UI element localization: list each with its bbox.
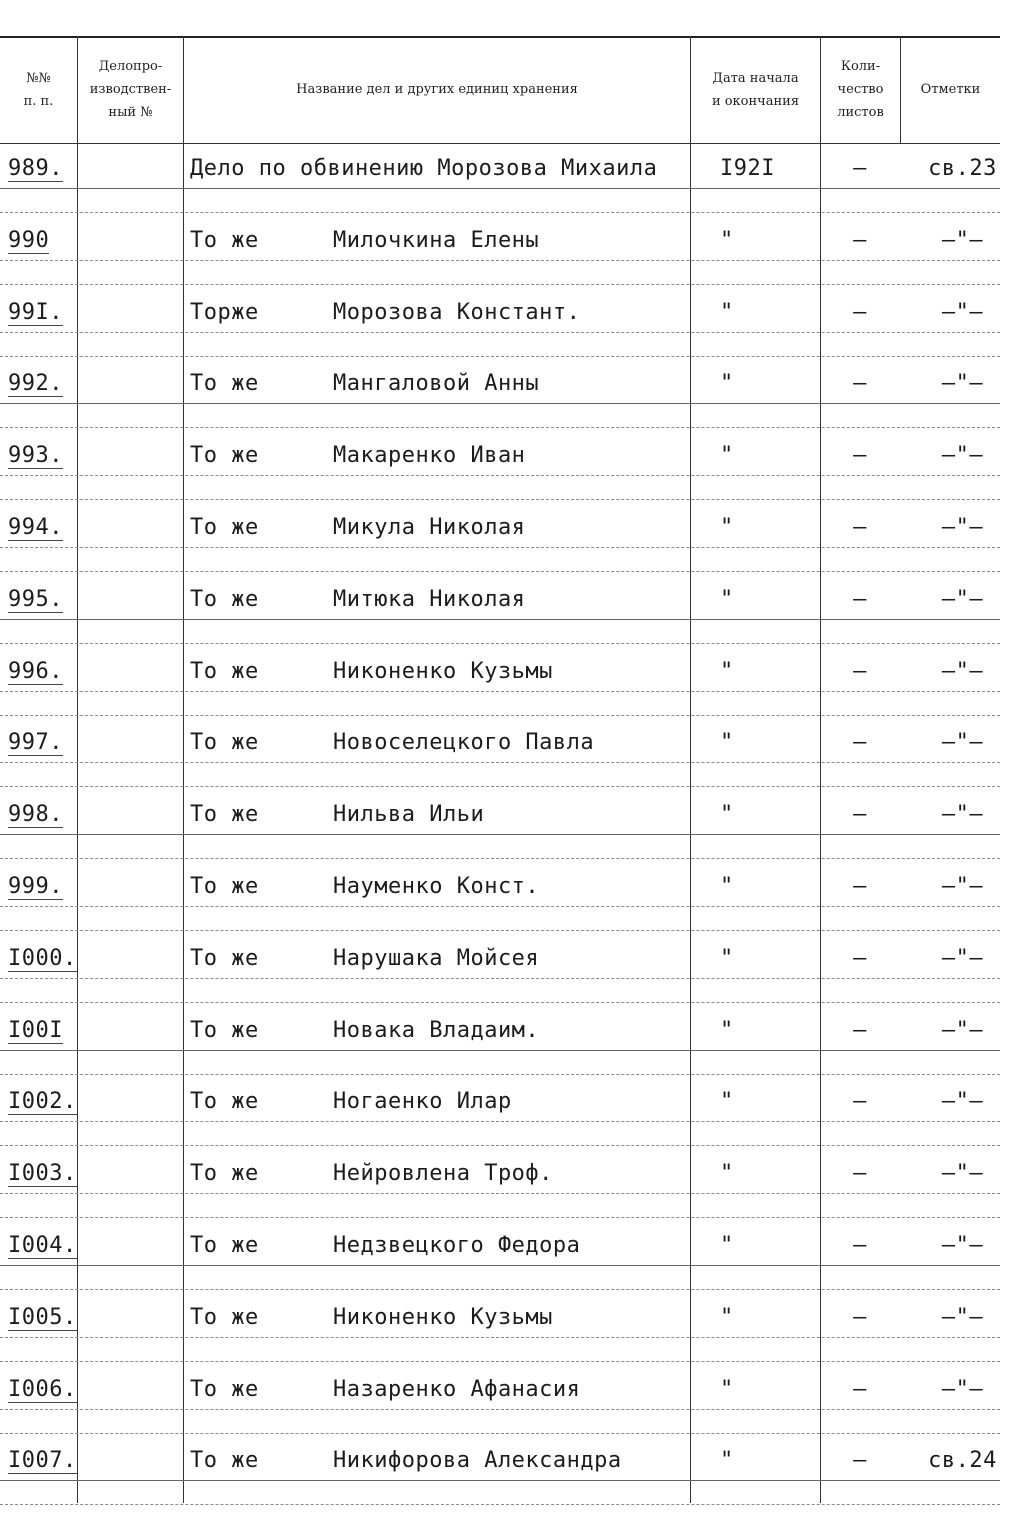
row-rule xyxy=(0,1504,1000,1505)
row-date: " xyxy=(720,1377,734,1402)
table-row xyxy=(0,365,1024,437)
row-note: –"– xyxy=(941,730,984,755)
row-rule xyxy=(0,1433,1000,1434)
row-rule xyxy=(0,284,1000,285)
table-row xyxy=(0,294,1024,366)
header-bottom-rule xyxy=(0,143,1000,144)
row-title: То же xyxy=(190,1233,259,1258)
row-rule xyxy=(0,356,1000,357)
row-person-name: Никоненко Кузьмы xyxy=(333,659,553,684)
row-note: –"– xyxy=(941,1089,984,1114)
row-date: " xyxy=(720,228,734,253)
row-note: –"– xyxy=(941,874,984,899)
row-person-name: Никоненко Кузьмы xyxy=(333,1305,553,1330)
row-date: " xyxy=(720,730,734,755)
row-person-name: Милочкина Елены xyxy=(333,228,540,253)
row-number: I006. xyxy=(8,1377,77,1402)
row-rule xyxy=(0,571,1000,572)
row-rule xyxy=(0,1002,1000,1003)
row-rule xyxy=(0,260,1000,261)
header-notes: Отметки xyxy=(920,82,981,97)
row-rule xyxy=(0,212,1000,213)
row-number: 992. xyxy=(8,371,63,396)
row-rule xyxy=(0,978,1000,979)
table-row xyxy=(0,1371,1024,1443)
row-date: " xyxy=(720,874,734,899)
row-title: То же xyxy=(190,1018,259,1043)
row-sheets: – xyxy=(853,659,867,684)
row-rule xyxy=(0,1217,1000,1218)
row-date: " xyxy=(720,1305,734,1330)
row-number: 994. xyxy=(8,515,63,540)
table-row xyxy=(0,1299,1024,1371)
row-rule xyxy=(0,930,1000,931)
row-person-name: Нильва Ильи xyxy=(333,802,485,827)
row-date: " xyxy=(720,1089,734,1114)
row-rule xyxy=(0,1121,1000,1122)
table-row xyxy=(0,796,1024,868)
row-number: I002. xyxy=(8,1089,77,1114)
row-number: I004. xyxy=(8,1233,77,1258)
row-date: " xyxy=(720,802,734,827)
row-title: То же xyxy=(190,228,259,253)
row-number: I000. xyxy=(8,946,77,971)
row-number: I00I xyxy=(8,1018,63,1043)
row-note: –"– xyxy=(941,1233,984,1258)
row-sheets: – xyxy=(853,300,867,325)
row-person-name: Ногаенко Илар xyxy=(333,1089,512,1114)
table-row xyxy=(0,724,1024,796)
row-date: " xyxy=(720,1448,734,1473)
row-note: –"– xyxy=(941,946,984,971)
row-number: 993. xyxy=(8,443,63,468)
row-rule xyxy=(0,1074,1000,1075)
row-note: –"– xyxy=(941,371,984,396)
row-note: –"– xyxy=(941,1377,984,1402)
row-note: –"– xyxy=(941,1161,984,1186)
header-sheets: Коли- чество листов xyxy=(837,59,884,120)
row-person-name: Мангаловой Анны xyxy=(333,371,540,396)
row-date: " xyxy=(720,1233,734,1258)
row-number: 990 xyxy=(8,228,50,253)
row-note: –"– xyxy=(941,802,984,827)
row-sheets: – xyxy=(853,443,867,468)
row-number: I005. xyxy=(8,1305,77,1330)
row-person-name: Нейровлена Троф. xyxy=(333,1161,553,1186)
row-person-name: Новака Владаим. xyxy=(333,1018,540,1043)
table-row xyxy=(0,509,1024,581)
row-date: " xyxy=(720,443,734,468)
row-rule xyxy=(0,427,1000,428)
row-sheets: – xyxy=(853,515,867,540)
row-title: То же xyxy=(190,587,259,612)
row-date: " xyxy=(720,1161,734,1186)
row-sheets: – xyxy=(853,156,867,181)
row-rule xyxy=(0,1480,1000,1481)
row-date: " xyxy=(720,587,734,612)
row-note: св.24 xyxy=(928,1448,997,1473)
row-number: I007. xyxy=(8,1448,77,1473)
row-rule xyxy=(0,188,1000,189)
row-sheets: – xyxy=(853,1089,867,1114)
row-rule xyxy=(0,1193,1000,1194)
header-dates: Дата начала и окончания xyxy=(711,70,800,109)
row-sheets: – xyxy=(853,730,867,755)
row-sheets: – xyxy=(853,802,867,827)
row-note: –"– xyxy=(941,1018,984,1043)
row-note: –"– xyxy=(941,1305,984,1330)
row-note: –"– xyxy=(941,515,984,540)
row-rule xyxy=(0,1050,1000,1051)
row-title: То же xyxy=(190,1377,259,1402)
table-row xyxy=(0,1442,1024,1514)
row-sheets: – xyxy=(853,946,867,971)
row-title: То же xyxy=(190,1305,259,1330)
row-date: " xyxy=(720,371,734,396)
row-rule xyxy=(0,403,1000,404)
row-person-name: Недзвецкого Федора xyxy=(333,1233,581,1258)
row-person-name: Новоселецкого Павла xyxy=(333,730,595,755)
row-sheets: – xyxy=(853,587,867,612)
row-person-name: Науменко Конст. xyxy=(333,874,540,899)
row-number: 996. xyxy=(8,659,63,684)
row-sheets: – xyxy=(853,1377,867,1402)
row-person-name: Макаренко Иван xyxy=(333,443,526,468)
table-row xyxy=(0,222,1024,294)
row-rule xyxy=(0,332,1000,333)
row-person-name: Нарушака Мойсея xyxy=(333,946,540,971)
row-sheets: – xyxy=(853,371,867,396)
table-row xyxy=(0,581,1024,653)
row-rule xyxy=(0,475,1000,476)
row-person-name: Никифорова Александра xyxy=(333,1448,622,1473)
row-title: То же xyxy=(190,659,259,684)
row-title: То же xyxy=(190,946,259,971)
header-office-number: Делопро- изводствен- ный № xyxy=(89,59,172,120)
row-note: –"– xyxy=(941,228,984,253)
row-rule xyxy=(0,1361,1000,1362)
row-note: св.23 xyxy=(928,156,997,181)
row-note: –"– xyxy=(941,659,984,684)
row-rule xyxy=(0,786,1000,787)
row-rule xyxy=(0,858,1000,859)
row-title: То же xyxy=(190,1089,259,1114)
row-date: " xyxy=(720,659,734,684)
row-rule xyxy=(0,691,1000,692)
row-rule xyxy=(0,1409,1000,1410)
row-title: Дело по обвинению Морозова Михаила xyxy=(190,156,658,181)
row-rule xyxy=(0,906,1000,907)
row-rule xyxy=(0,643,1000,644)
row-rule xyxy=(0,1337,1000,1338)
table-row xyxy=(0,1012,1024,1084)
row-sheets: – xyxy=(853,1233,867,1258)
row-rule xyxy=(0,1289,1000,1290)
header-num: №№ п. п. xyxy=(23,70,54,109)
row-note: –"– xyxy=(941,587,984,612)
row-number: 989. xyxy=(8,156,63,181)
row-date: " xyxy=(720,515,734,540)
row-person-name: Микула Николая xyxy=(333,515,526,540)
table-row xyxy=(0,1083,1024,1155)
table-row xyxy=(0,653,1024,725)
row-rule xyxy=(0,762,1000,763)
row-sheets: – xyxy=(853,1305,867,1330)
row-title: То же xyxy=(190,802,259,827)
row-sheets: – xyxy=(853,874,867,899)
row-title: То же xyxy=(190,515,259,540)
row-title: Торже xyxy=(190,300,259,325)
row-number: 999. xyxy=(8,874,63,899)
row-date: " xyxy=(720,1018,734,1043)
row-title: То же xyxy=(190,1448,259,1473)
row-rule xyxy=(0,547,1000,548)
row-rule xyxy=(0,619,1000,620)
row-rule xyxy=(0,1265,1000,1266)
row-number: I003. xyxy=(8,1161,77,1186)
row-number: 995. xyxy=(8,587,63,612)
row-number: 998. xyxy=(8,802,63,827)
row-person-name: Митюка Николая xyxy=(333,587,526,612)
row-person-name: Морозова Констант. xyxy=(333,300,581,325)
row-rule xyxy=(0,499,1000,500)
row-sheets: – xyxy=(853,228,867,253)
row-title: То же xyxy=(190,730,259,755)
table-row xyxy=(0,940,1024,1012)
row-note: –"– xyxy=(941,300,984,325)
row-date: I92I xyxy=(720,156,775,181)
row-number: 99I. xyxy=(8,300,63,325)
table-row xyxy=(0,868,1024,940)
row-note: –"– xyxy=(941,443,984,468)
row-number: 997. xyxy=(8,730,63,755)
table-row xyxy=(0,1227,1024,1299)
row-title: То же xyxy=(190,443,259,468)
row-title: То же xyxy=(190,1161,259,1186)
row-person-name: Назаренко Афанасия xyxy=(333,1377,581,1402)
header-title: Название дел и других единиц хранения xyxy=(296,82,578,97)
row-rule xyxy=(0,834,1000,835)
table-row xyxy=(0,437,1024,509)
row-title: То же xyxy=(190,371,259,396)
row-sheets: – xyxy=(853,1018,867,1043)
row-date: " xyxy=(720,300,734,325)
row-title: То же xyxy=(190,874,259,899)
row-sheets: – xyxy=(853,1448,867,1473)
row-rule xyxy=(0,715,1000,716)
row-date: " xyxy=(720,946,734,971)
row-sheets: – xyxy=(853,1161,867,1186)
row-rule xyxy=(0,1145,1000,1146)
table-row xyxy=(0,150,1024,222)
table-row xyxy=(0,1155,1024,1227)
